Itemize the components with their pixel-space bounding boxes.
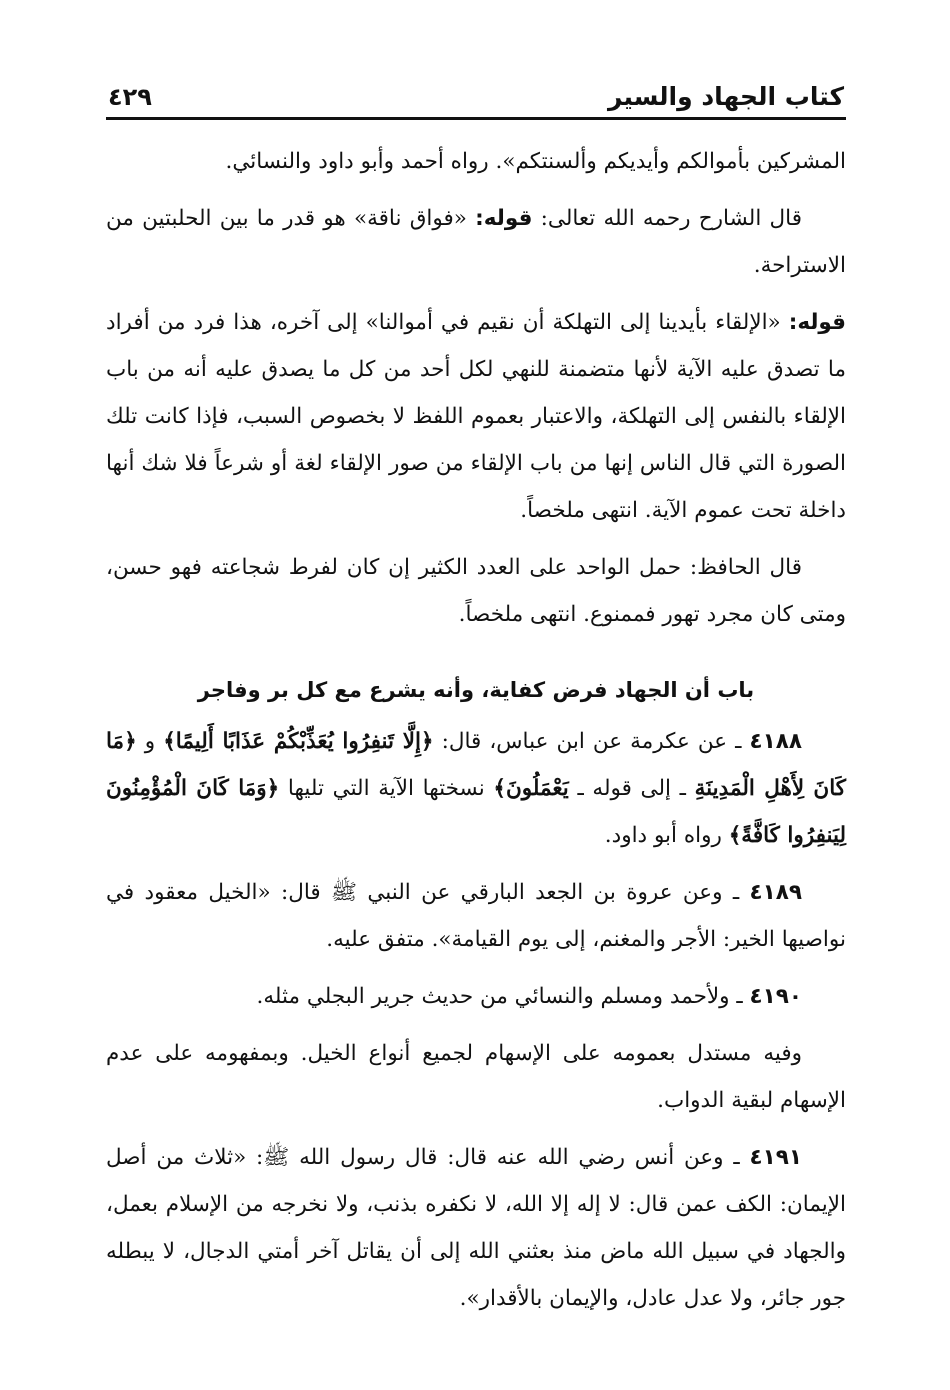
hadith-text: ـ ولأحمد ومسلم والنسائي من حديث جرير البجلي مثله.	[256, 984, 750, 1009]
paragraph-hafiz-quote	[106, 544, 846, 638]
hadith-text: ـ وعن عروة بن الجعد البارقي عن النبي ﷺ قال: «الخيل معقود في نواصيها الخير: الأجر والمغنم، إلى يوم القيامة». متفق عليه.	[106, 880, 846, 952]
hadith-text: ـ إلى قوله ـ	[568, 776, 695, 801]
page-number: ٤٢٩	[108, 83, 152, 111]
quran-verse: ﴿إِلَّا تَنفِرُوا يُعَذِّبْكُمْ عَذَابًا أَلِيمًا﴾	[163, 729, 434, 754]
page-content	[106, 138, 846, 1322]
book-page	[106, 70, 846, 1322]
hadith-text: رواه أبو داود.	[604, 823, 729, 848]
lead-word: قوله:	[475, 206, 533, 231]
quran-verse: ﴿وَمَا كَانَ الْمُؤْمِنُونَ لِيَنفِرُوا كَافَّةً﴾	[106, 776, 846, 848]
paragraph-text: وفيه مستدل بعمومه على الإسهام لجميع أنواع الخيل. وبمفهومه على عدم الإسهام لبقية الدواب.	[106, 1041, 846, 1113]
paragraph-text: قال الحافظ: حمل الواحد على العدد الكثير إن كان لفرط شجاعته فهو حسن، ومتى كان مجرد تهور فممنوع. انتهى ملخصاً.	[106, 555, 846, 627]
page-header	[106, 70, 846, 120]
hadith-text: ـ عن عكرمة عن ابن عباس، قال:	[433, 729, 750, 754]
paragraph-text: «الإلقاء بأيدينا إلى التهلكة أن نقيم في أموالنا» إلى آخره، هذا فرد من أفراد ما تصدق عليه الآية لأنها متضمنة للنهي لكل أحد من كل ما يصدق عليه أنه من باب الإلقاء بالنفس إلى التهلكة، والاعتبار بعموم اللفظ لا بخصوص السبب، فإذا كانت تلك الصورة التي قال الناس إنها من باب الإلقاء من صور الإلقاء لغة أو شرعاً فلا شك أنها داخلة تحت عموم الآية. انتهى ملخصاً.	[106, 310, 846, 523]
hadith-4190	[106, 973, 846, 1020]
paragraph-text: قال الشارح رحمه الله تعالى:	[532, 206, 803, 231]
hadith-text: نسختها الآية التي تليها	[279, 776, 494, 801]
quran-verse: يَعْمَلُونَ﴾	[493, 776, 569, 801]
paragraph-commentary-2	[106, 299, 846, 534]
hadith-4189	[106, 869, 846, 963]
quran-verse: ﴿مَا كَانَ لِأَهْلِ الْمَدِينَةِ	[106, 729, 847, 801]
paragraph-commentary-1	[106, 195, 846, 289]
lead-word: قوله:	[788, 310, 846, 335]
hadith-number: ٤١٩٠	[749, 984, 802, 1009]
hadith-number: ٤١٨٩	[749, 880, 802, 905]
paragraph-comment-khayl	[106, 1030, 846, 1124]
running-title: كتاب الجهاد والسير	[607, 82, 844, 111]
paragraph-text: المشركين بأموالكم وأيديكم وألسنتكم». رواه أحمد وأبو داود والنسائي.	[225, 149, 846, 174]
hadith-number: ٤١٨٨	[749, 729, 802, 754]
hadith-4191	[106, 1134, 846, 1322]
section-heading: باب أن الجهاد فرض كفاية، وأنه يشرع مع كل بر وفاجر	[197, 678, 755, 702]
hadith-text: ـ وعن أنس رضي الله عنه قال: قال رسول الله ﷺ: «ثلاث من أصل الإيمان: الكف عمن قال: لا إله إلا الله، لا نكفره بذنب، ولا نخرجه من الإسلام بعمل، والجهاد في سبيل الله ماض منذ بعثني الله إلى أن يقاتل آخر أمتي الدجال، لا يبطله جور جائر، ولا عدل عادل، والإيمان بالأقدار».	[106, 1145, 846, 1311]
hadith-4188	[106, 718, 846, 859]
hadith-number: ٤١٩١	[749, 1145, 802, 1170]
paragraph-continuation	[106, 138, 846, 185]
paragraph-text: «فواق ناقة» هو قدر ما بين الحلبتين من الاستراحة.	[106, 206, 846, 278]
hadith-text: و	[136, 729, 164, 754]
